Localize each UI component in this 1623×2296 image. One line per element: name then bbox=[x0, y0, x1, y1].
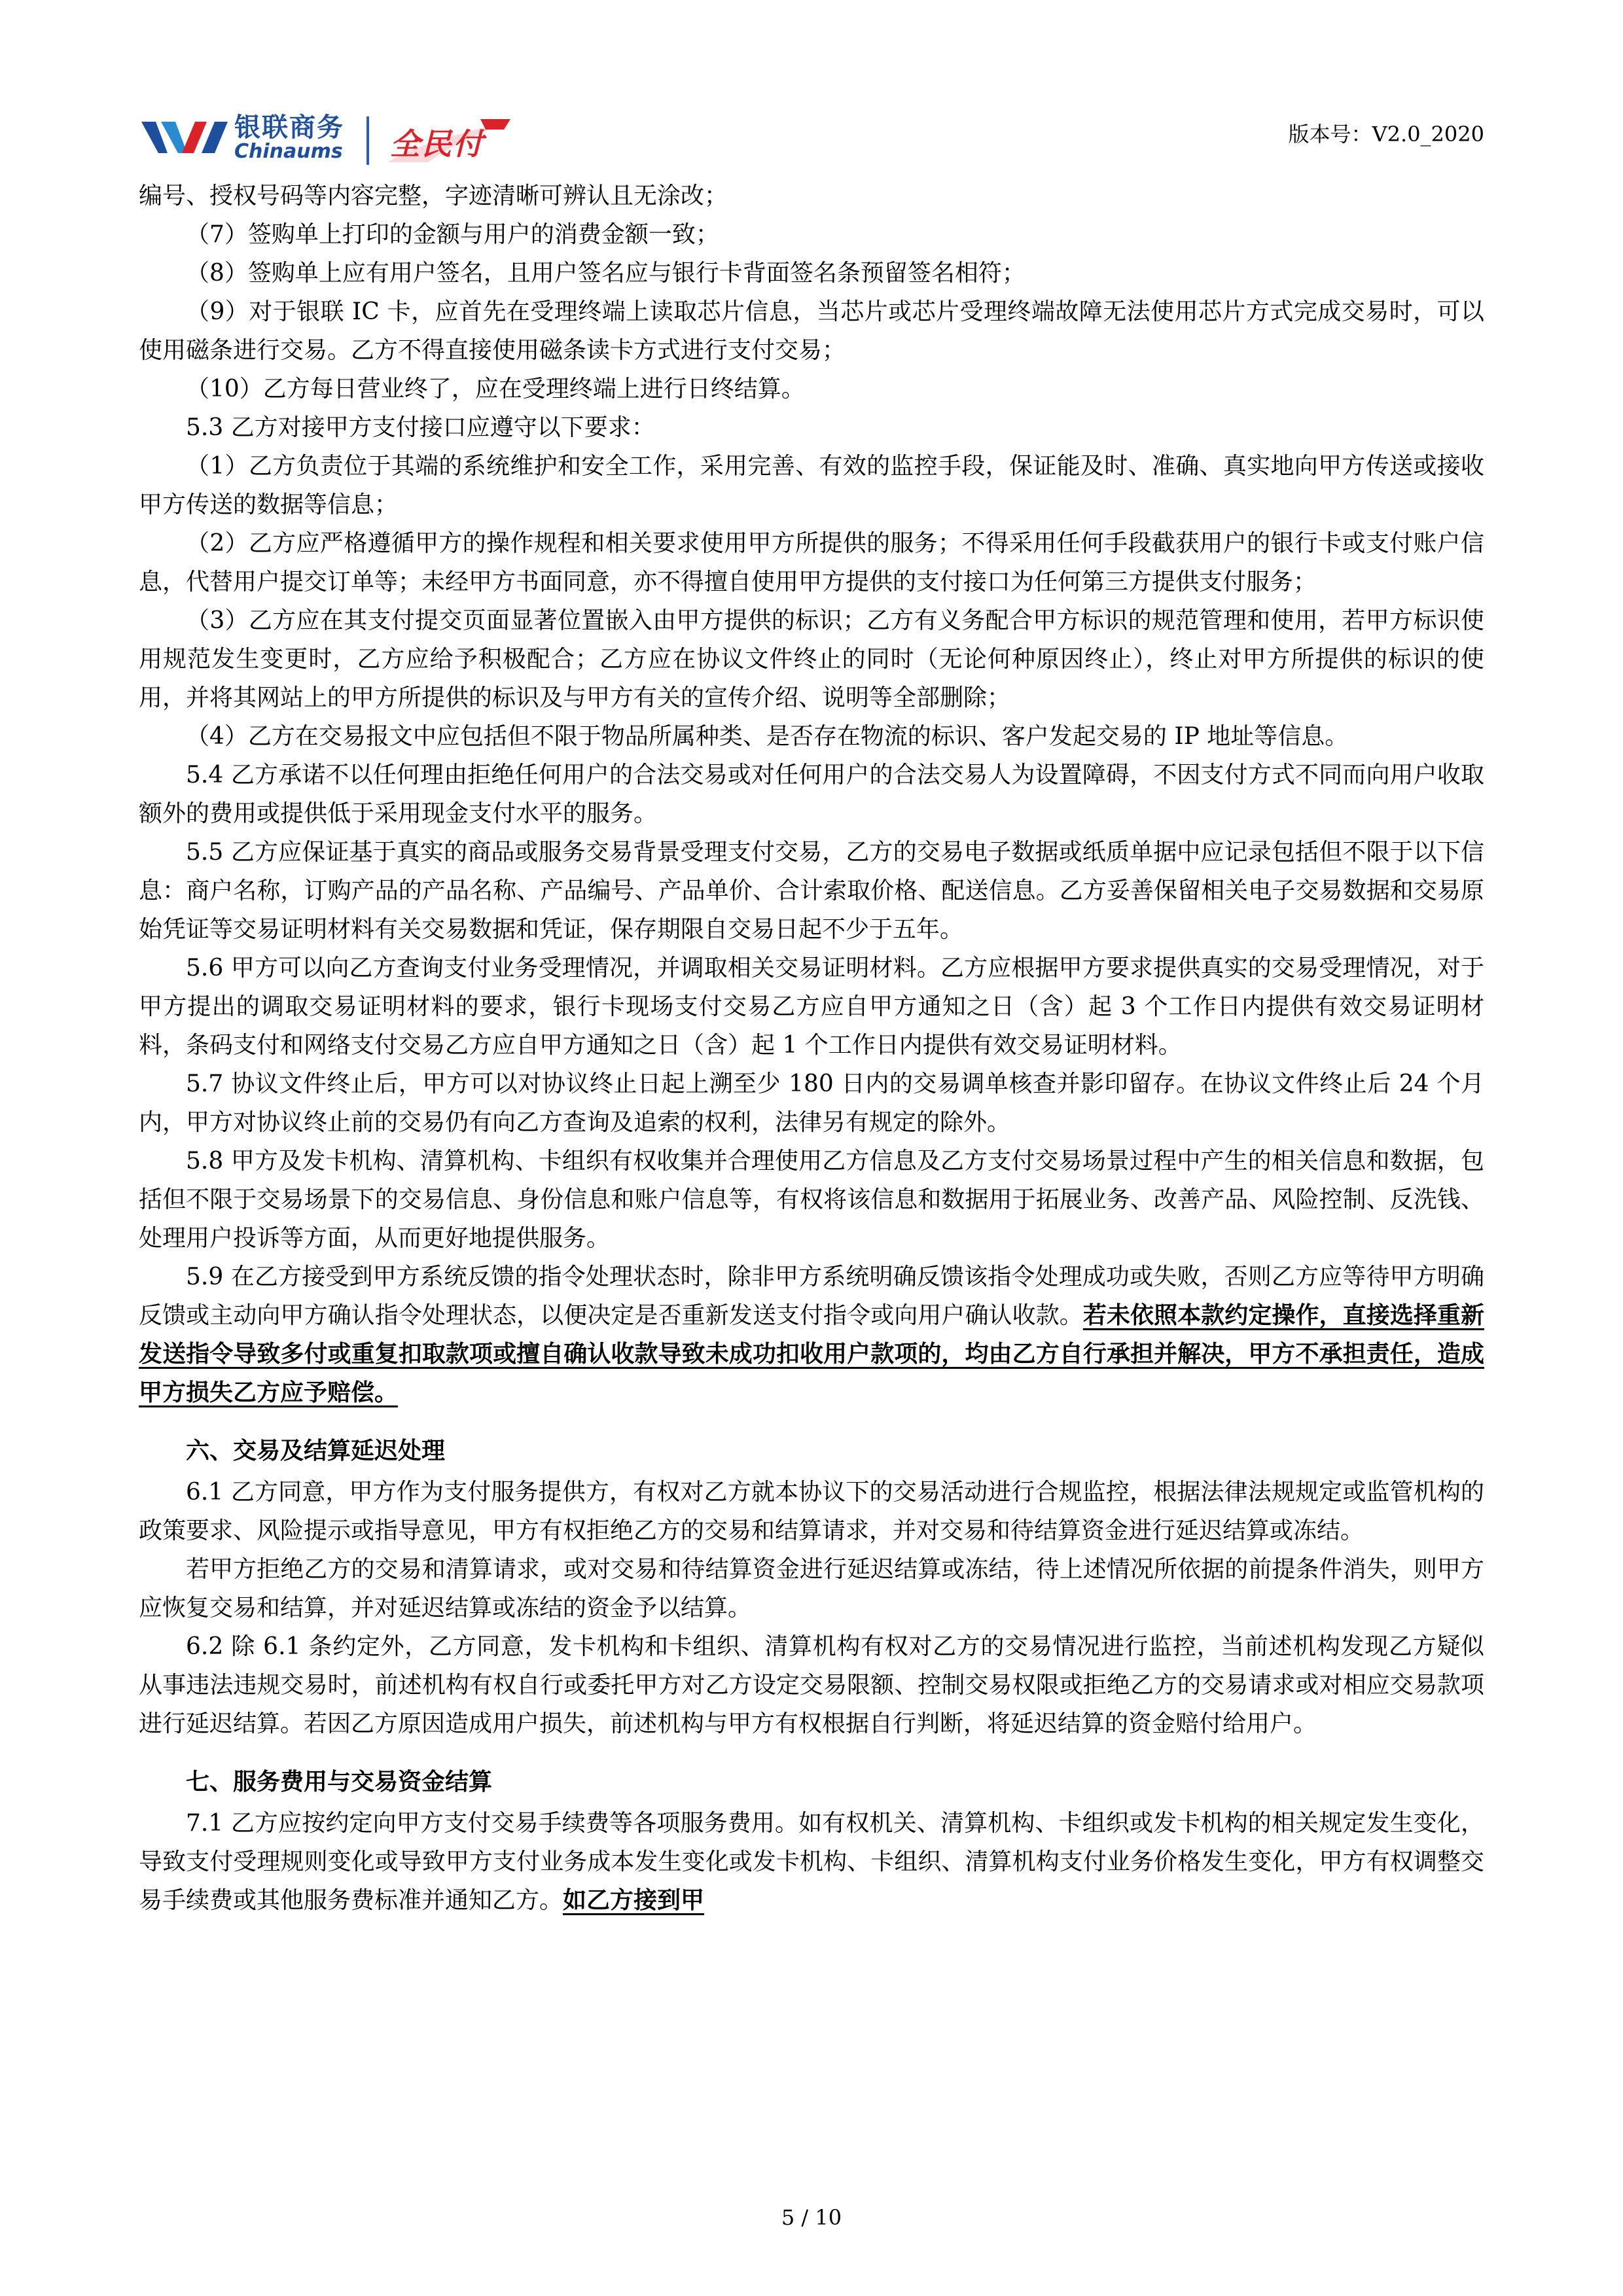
paragraph-5-9-text: 5.9 在乙方接受到甲方系统反馈的指令处理状态时，除非甲方系统明确反馈该指令处理成功或失败，否则乙方应等待甲方明确反馈或主动向甲方确认指令处理状态，以便决定是否重新发送支付指令或向用户确认收款。 bbox=[139, 1263, 1484, 1329]
logo-en-prefix: China bbox=[234, 140, 297, 163]
paragraph: （9）对于银联 IC 卡，应首先在受理终端上读取芯片信息，当芯片或芯片受理终端故障无法使用芯片方式完成交易时，可以使用磁条进行交易。乙方不得直接使用磁条读卡方式进行支付交易； bbox=[139, 298, 1484, 364]
logo-cn: 银联商务 bbox=[234, 113, 344, 143]
paragraph: 5.4 乙方承诺不以任何理由拒绝任何用户的合法交易或对任何用户的合法交易人为设置障碍，不因支付方式不同而向用户收取额外的费用或提供低于采用现金支付水平的服务。 bbox=[139, 762, 1484, 827]
paragraph: （10）乙方每日营业终了，应在受理终端上进行日终结算。 bbox=[186, 376, 805, 402]
paragraph: 5.6 甲方可以向乙方查询支付业务受理情况，并调取相关交易证明材料。乙方应根据甲方要求提供真实的交易受理情况，对于甲方提出的调取交易证明材料的要求，银行卡现场支付交易乙方应自甲方通知之日（含）起 3 个工作日内提供有效交易证明材料，条码支付和网络支付交易乙方应自甲方通知之日（含）起 1 个工作日内提供有效交易证明材料。 bbox=[139, 955, 1484, 1059]
paragraph-5-9-emphasis: 若未依照本款约定操作，直接选择重新发送指令导致多付或重复扣取款项或擅自确认收款导致未成功扣收用户款项的，均由乙方自行承担并解决，甲方不承担责任，造成甲方损失乙方应予赔偿。 bbox=[139, 1301, 1484, 1406]
paragraph: 5.8 甲方及发卡机构、清算机构、卡组织有权收集并合理使用乙方信息及乙方支付交易场景过程中产生的相关信息和数据，包括但不限于交易场景下的交易信息、身份信息和账户信息等，有权将该信息和数据用于拓展业务、改善产品、风险控制、反洗钱、处理用户投诉等方面，从而更好地提供服务。 bbox=[139, 1148, 1484, 1252]
paragraph-7-1-emphasis: 如乙方接到甲 bbox=[563, 1886, 705, 1914]
page-header bbox=[139, 111, 1484, 170]
paragraph: （8）签购单上应有用户签名，且用户签名应与银行卡背面签名条预留签名相符； bbox=[186, 260, 1026, 287]
logo-en bbox=[234, 141, 344, 162]
paragraph: （7）签购单上打印的金额与用户的消费金额一致； bbox=[186, 221, 719, 248]
paragraph: （3）乙方应在其支付提交页面显著位置嵌入由甲方提供的标识；乙方有义务配合甲方标识的规范管理和使用，若甲方标识使用规范发生变更时，乙方应给予积极配合；乙方应在协议文件终止的同时（无论何种原因终止），终止对甲方所提供的标识的使用，并将其网站上的甲方所提供的标识及与甲方有关的宣传介绍、说明等全部删除； bbox=[139, 607, 1484, 711]
version-label: 版本号：V2.0_2020 bbox=[1288, 122, 1484, 147]
paragraph: （2）乙方应严格遵循甲方的操作规程和相关要求使用甲方所提供的服务；不得采用任何手段截获用户的银行卡或支付账户信息，代替用户提交订单等；未经甲方书面同意，亦不得擅自使用甲方提供的支付接口为任何第三方提供支付服务； bbox=[139, 530, 1484, 595]
paragraph: 编号、授权号码等内容完整，字迹清晰可辨认且无涂改； bbox=[139, 183, 728, 209]
paragraph: 5.3 乙方对接甲方支付接口应遵守以下要求： bbox=[186, 414, 655, 441]
page-number: 5 / 10 bbox=[781, 2205, 842, 2230]
paragraph: 6.2 除 6.1 条约定外，乙方同意，发卡机构和卡组织、清算机构有权对乙方的交易情况进行监控，当前述机构发现乙方疑似从事违法违规交易时，前述机构有权自行或委托甲方对乙方设定交易限额、控制交易权限或拒绝乙方的交易请求或对相应交易款项进行延迟结算。若因乙方原因造成用户损失，前述机构与甲方有权根据自行判断，将延迟结算的资金赔付给用户。 bbox=[139, 1633, 1484, 1737]
logo-en-suffix: ums bbox=[296, 140, 343, 163]
paragraph: （1）乙方负责位于其端的系统维护和安全工作，采用完善、有效的监控手段，保证能及时、准确、真实地向甲方传送或接收甲方传送的数据等信息； bbox=[139, 453, 1484, 518]
paragraph: 5.5 乙方应保证基于真实的商品或服务交易背景受理支付交易，乙方的交易电子数据或纸质单据中应记录包括但不限于以下信息：商户名称，订购产品的产品名称、产品编号、产品单价、合计索取价格、配送信息。乙方妥善保留相关电子交易数据和交易原始凭证等交易证明材料有关交易数据和凭证，保存期限自交易日起不少于五年。 bbox=[139, 839, 1484, 943]
paragraph: 5.7 协议文件终止后，甲方可以对协议终止日起上溯至少 180 日内的交易调单核查并影印留存。在协议文件终止后 24 个月内，甲方对协议终止前的交易仍有向乙方查询及追索的权利，法律另有规定的除外。 bbox=[139, 1070, 1484, 1136]
section-7-heading: 七、服务费用与交易资金结算 bbox=[186, 1768, 493, 1795]
paragraph-7-1-text: 7.1 乙方应按约定向甲方支付交易手续费等各项服务费用。如有权机关、清算机构、卡组织或发卡机构的相关规定发生变化，导致支付受理规则变化或导致甲方支付业务成本发生变化或发卡机构、卡组织、清算机构支付业务价格发生变化，甲方有权调整交易手续费或其他服务费标准并通知乙方。 bbox=[139, 1810, 1484, 1914]
paragraph-5-9 bbox=[139, 1258, 1484, 1412]
logo-product: 全民付 bbox=[390, 126, 484, 162]
logo-divider bbox=[366, 116, 369, 165]
paragraph: （4）乙方在交易报文中应包括但不限于物品所属种类、是否存在物流的标识、客户发起交易的 IP 地址等信息。 bbox=[186, 723, 1349, 750]
section-6-heading: 六、交易及结算延迟处理 bbox=[186, 1437, 446, 1464]
chinaums-logo-icon bbox=[139, 115, 230, 161]
chinaums-logo-text bbox=[234, 114, 344, 162]
paragraph: 若甲方拒绝乙方的交易和清算请求，或对交易和待结算资金进行延迟结算或冻结，待上述情况所依据的前提条件消失，则甲方应恢复交易和结算，并对延迟结算或冻结的资金予以结算。 bbox=[139, 1556, 1484, 1621]
paragraph: 6.1 乙方同意，甲方作为支付服务提供方，有权对乙方就本协议下的交易活动进行合规监控，根据法律法规规定或监管机构的政策要求、风险提示或指导意见，甲方有权拒绝乙方的交易和结算请求，并对交易和待结算资金进行延迟结算或冻结。 bbox=[139, 1479, 1484, 1544]
document-body bbox=[139, 177, 1484, 1920]
paragraph-7-1 bbox=[139, 1804, 1484, 1920]
